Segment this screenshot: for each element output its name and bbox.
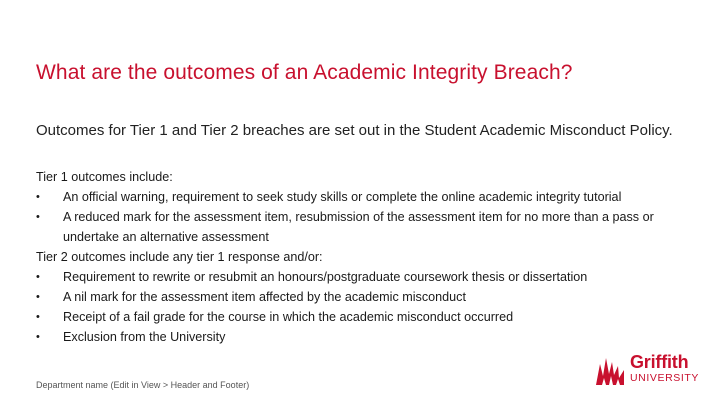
list-item [36, 267, 686, 287]
tier1-list [36, 187, 686, 247]
bullet-icon: • [36, 211, 40, 223]
list-item-text: A nil mark for the assessment item affected by the academic misconduct [63, 290, 466, 304]
logo-wordmark-university: UNIVERSITY [630, 372, 700, 384]
bullet-icon: • [36, 331, 40, 343]
tier2-heading: Tier 2 outcomes include any tier 1 response and/or: [36, 250, 323, 264]
university-logo [594, 352, 704, 386]
list-item [36, 287, 686, 307]
bullet-icon: • [36, 271, 40, 283]
slide-title: What are the outcomes of an Academic Integrity Breach? [36, 61, 573, 84]
slide-body [36, 167, 686, 347]
list-item [36, 207, 686, 247]
bullet-icon: • [36, 311, 40, 323]
tier2-list [36, 267, 686, 347]
griffith-flame-logo-icon [594, 354, 626, 386]
list-item [36, 327, 686, 347]
footer-text: Department name (Edit in View > Header and Footer) [36, 380, 250, 390]
list-item-text: Exclusion from the University [63, 330, 226, 344]
tier1-heading: Tier 1 outcomes include: [36, 170, 173, 184]
list-item-text: A reduced mark for the assessment item, resubmission of the assessment item for no more than a pass or undertake an alternative assessment [63, 210, 654, 244]
intro-paragraph: Outcomes for Tier 1 and Tier 2 breaches are set out in the Student Academic Misconduct Policy. [36, 122, 673, 139]
list-item [36, 187, 686, 207]
logo-wordmark-griffith: Griffith [630, 352, 689, 372]
bullet-icon: • [36, 291, 40, 303]
list-item [36, 307, 686, 327]
list-item-text: Requirement to rewrite or resubmit an honours/postgraduate coursework thesis or dissertation [63, 270, 588, 284]
list-item-text: Receipt of a fail grade for the course in which the academic misconduct occurred [63, 310, 514, 324]
bullet-icon: • [36, 191, 40, 203]
list-item-text: An official warning, requirement to seek study skills or complete the online academic integrity tutorial [63, 190, 622, 204]
